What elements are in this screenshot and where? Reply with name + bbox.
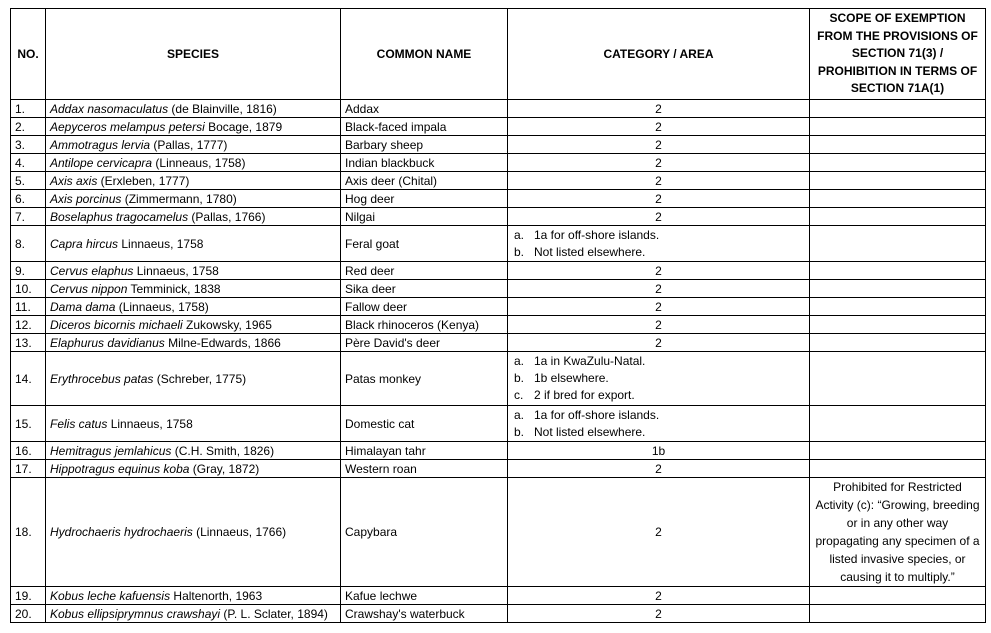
scope-of-exemption xyxy=(810,316,986,334)
category-item-marker: a. xyxy=(514,227,525,242)
species-cell xyxy=(46,226,341,262)
table-row xyxy=(11,190,986,208)
category-item xyxy=(514,244,805,261)
category-value: 2 xyxy=(508,605,810,623)
category-value: 2 xyxy=(508,190,810,208)
category-item-text: Not listed elsewhere. xyxy=(534,424,646,439)
row-number: 7. xyxy=(11,208,46,226)
row-number: 11. xyxy=(11,298,46,316)
species-authority: Linnaeus, 1758 xyxy=(118,236,204,251)
scope-of-exemption xyxy=(810,334,986,352)
species-authority: (Erxleben, 1777) xyxy=(97,173,190,188)
species-authority: (P. L. Sclater, 1894) xyxy=(220,606,328,621)
scientific-name: Hippotragus equinus koba xyxy=(50,461,190,476)
scope-of-exemption xyxy=(810,100,986,118)
category-value: 2 xyxy=(508,154,810,172)
common-name: Père David's deer xyxy=(341,334,508,352)
table-row xyxy=(11,118,986,136)
common-name: Axis deer (Chital) xyxy=(341,172,508,190)
category-list xyxy=(508,226,810,262)
header-scope-line: SCOPE OF EXEMPTION xyxy=(829,11,966,26)
category-value: 2 xyxy=(508,100,810,118)
category-item-text: 2 if bred for export. xyxy=(534,388,635,402)
common-name: Sika deer xyxy=(341,280,508,298)
scope-of-exemption xyxy=(810,154,986,172)
scientific-name: Cervus elaphus xyxy=(50,263,134,278)
scope-of-exemption xyxy=(810,460,986,478)
species-cell xyxy=(46,442,341,460)
species-cell xyxy=(46,190,341,208)
species-cell xyxy=(46,298,341,316)
header-species: SPECIES xyxy=(46,9,341,100)
category-value: 2 xyxy=(508,136,810,154)
header-scope-line: FROM THE PROVISIONS OF xyxy=(817,28,978,43)
common-name: Hog deer xyxy=(341,190,508,208)
scientific-name: Felis catus xyxy=(50,416,108,431)
scientific-name: Capra hircus xyxy=(50,236,119,251)
common-name: Himalayan tahr xyxy=(341,442,508,460)
common-name: Black-faced impala xyxy=(341,118,508,136)
species-cell xyxy=(46,208,341,226)
row-number: 12. xyxy=(11,316,46,334)
row-number: 18. xyxy=(11,478,46,587)
table-row xyxy=(11,587,986,605)
row-number: 8. xyxy=(11,226,46,262)
table-row xyxy=(11,136,986,154)
species-authority: (Gray, 1872) xyxy=(189,461,260,476)
category-value: 2 xyxy=(508,298,810,316)
category-value: 2 xyxy=(508,587,810,605)
category-item xyxy=(514,387,805,404)
scientific-name: Boselaphus tragocamelus xyxy=(50,209,189,224)
header-common-name: COMMON NAME xyxy=(341,9,508,100)
table-row xyxy=(11,406,986,442)
scope-of-exemption xyxy=(810,262,986,280)
scientific-name: Aepyceros melampus petersi xyxy=(50,119,205,134)
table-row xyxy=(11,262,986,280)
species-authority: (Schreber, 1775) xyxy=(153,371,247,386)
scientific-name: Erythrocebus patas xyxy=(50,371,154,386)
category-item xyxy=(514,370,805,387)
scientific-name: Axis porcinus xyxy=(50,191,122,206)
scientific-name: Hydrochaeris hydrochaeris xyxy=(50,525,193,539)
header-category: CATEGORY / AREA xyxy=(508,9,810,100)
species-authority: Milne-Edwards, 1866 xyxy=(164,335,281,350)
species-authority: Bocage, 1879 xyxy=(204,119,283,134)
scope-of-exemption xyxy=(810,208,986,226)
header-scope xyxy=(810,9,986,100)
category-item-text: 1b elsewhere. xyxy=(534,371,609,385)
species-cell xyxy=(46,136,341,154)
species-cell xyxy=(46,100,341,118)
category-list xyxy=(508,406,810,442)
table-row xyxy=(11,226,986,262)
scientific-name: Cervus nippon xyxy=(50,281,128,296)
species-authority: (Pallas, 1766) xyxy=(188,209,266,224)
common-name: Western roan xyxy=(341,460,508,478)
common-name: Nilgai xyxy=(341,208,508,226)
category-item-text: 1a for off-shore islands. xyxy=(534,407,660,422)
scope-of-exemption xyxy=(810,442,986,460)
category-value: 1b xyxy=(508,442,810,460)
table-row xyxy=(11,352,986,406)
row-number: 5. xyxy=(11,172,46,190)
common-name: Addax xyxy=(341,100,508,118)
row-number: 1. xyxy=(11,100,46,118)
category-item-marker: a. xyxy=(514,354,525,368)
category-value: 2 xyxy=(508,334,810,352)
common-name: Indian blackbuck xyxy=(341,154,508,172)
species-authority: Temminick, 1838 xyxy=(127,281,221,296)
scope-of-exemption xyxy=(810,587,986,605)
row-number: 9. xyxy=(11,262,46,280)
table-row xyxy=(11,208,986,226)
scope-of-exemption xyxy=(810,352,986,406)
category-value: 2 xyxy=(508,208,810,226)
table-row xyxy=(11,442,986,460)
category-item-marker: b. xyxy=(514,371,525,385)
row-number: 14. xyxy=(11,352,46,406)
row-number: 13. xyxy=(11,334,46,352)
species-authority: Zukowsky, 1965 xyxy=(182,317,272,332)
common-name: Feral goat xyxy=(341,226,508,262)
category-item-text: Not listed elsewhere. xyxy=(534,244,646,259)
scope-of-exemption xyxy=(810,280,986,298)
category-item-marker: c. xyxy=(514,388,524,402)
scientific-name: Antilope cervicapra xyxy=(50,155,153,170)
scientific-name: Hemitragus jemlahicus xyxy=(50,443,172,458)
table-row xyxy=(11,154,986,172)
scope-of-exemption xyxy=(810,136,986,154)
table-row xyxy=(11,316,986,334)
header-scope-line: PROHIBITION IN TERMS OF xyxy=(817,63,978,78)
scientific-name: Elaphurus davidianus xyxy=(50,335,165,350)
species-table xyxy=(10,8,986,623)
common-name: Crawshay's waterbuck xyxy=(341,605,508,623)
species-cell xyxy=(46,316,341,334)
category-value: 2 xyxy=(508,478,810,587)
category-value: 2 xyxy=(508,280,810,298)
category-item-marker: b. xyxy=(514,244,525,259)
row-number: 16. xyxy=(11,442,46,460)
category-value: 2 xyxy=(508,460,810,478)
species-authority: (Linnaeus, 1766) xyxy=(192,525,287,539)
scientific-name: Kobus ellipsiprymnus crawshayi xyxy=(50,606,221,621)
species-cell xyxy=(46,352,341,406)
category-item xyxy=(514,353,805,370)
scope-of-exemption xyxy=(810,118,986,136)
species-authority: (de Blainville, 1816) xyxy=(168,101,277,116)
species-authority: (Zimmermann, 1780) xyxy=(121,191,237,206)
row-number: 20. xyxy=(11,605,46,623)
species-cell xyxy=(46,262,341,280)
scope-of-exemption xyxy=(810,605,986,623)
scope-of-exemption xyxy=(810,172,986,190)
header-no: NO. xyxy=(11,9,46,100)
table-row xyxy=(11,172,986,190)
species-authority: Linnaeus, 1758 xyxy=(133,263,219,278)
species-cell xyxy=(46,406,341,442)
table-row xyxy=(11,605,986,623)
common-name: Barbary sheep xyxy=(341,136,508,154)
scope-of-exemption xyxy=(810,406,986,442)
common-name: Patas monkey xyxy=(341,352,508,406)
common-name: Fallow deer xyxy=(341,298,508,316)
category-item xyxy=(514,407,805,424)
species-cell xyxy=(46,280,341,298)
scientific-name: Axis axis xyxy=(50,173,98,188)
species-authority: (C.H. Smith, 1826) xyxy=(171,443,275,458)
scope-of-exemption xyxy=(810,226,986,262)
scientific-name: Diceros bicornis michaeli xyxy=(50,317,183,332)
category-value: 2 xyxy=(508,316,810,334)
row-number: 3. xyxy=(11,136,46,154)
row-number: 10. xyxy=(11,280,46,298)
category-item-text: 1a in KwaZulu-Natal. xyxy=(534,354,646,368)
category-item-text: 1a for off-shore islands. xyxy=(534,227,660,242)
species-authority: (Pallas, 1777) xyxy=(150,137,228,152)
header-scope-line: SECTION 71A(1) xyxy=(850,81,945,96)
category-value: 2 xyxy=(508,262,810,280)
common-name: Black rhinoceros (Kenya) xyxy=(341,316,508,334)
species-cell xyxy=(46,587,341,605)
common-name: Capybara xyxy=(341,478,508,587)
row-number: 4. xyxy=(11,154,46,172)
species-authority: Linnaeus, 1758 xyxy=(107,416,193,431)
scientific-name: Ammotragus lervia xyxy=(50,137,151,152)
row-number: 17. xyxy=(11,460,46,478)
category-list xyxy=(508,352,810,406)
scientific-name: Addax nasomaculatus xyxy=(50,101,169,116)
scope-of-exemption xyxy=(810,190,986,208)
row-number: 2. xyxy=(11,118,46,136)
species-cell xyxy=(46,460,341,478)
category-item-marker: a. xyxy=(514,407,525,422)
category-value: 2 xyxy=(508,118,810,136)
species-authority: (Linneaus, 1758) xyxy=(152,155,246,170)
category-value: 2 xyxy=(508,172,810,190)
table-row xyxy=(11,100,986,118)
category-item-marker: b. xyxy=(514,424,525,439)
common-name: Domestic cat xyxy=(341,406,508,442)
row-number: 15. xyxy=(11,406,46,442)
scientific-name: Kobus leche kafuensis xyxy=(50,588,171,603)
table-row xyxy=(11,298,986,316)
species-cell xyxy=(46,172,341,190)
species-cell xyxy=(46,118,341,136)
table-row xyxy=(11,280,986,298)
category-item xyxy=(514,227,805,244)
header-scope-line: SECTION 71(3) / xyxy=(851,46,944,61)
table-row xyxy=(11,334,986,352)
species-authority: Haltenorth, 1963 xyxy=(170,588,263,603)
scientific-name: Dama dama xyxy=(50,299,116,314)
common-name: Red deer xyxy=(341,262,508,280)
species-cell xyxy=(46,154,341,172)
species-cell xyxy=(46,605,341,623)
species-authority: (Linnaeus, 1758) xyxy=(115,299,209,314)
row-number: 19. xyxy=(11,587,46,605)
species-cell xyxy=(46,478,341,587)
scope-of-exemption xyxy=(810,298,986,316)
row-number: 6. xyxy=(11,190,46,208)
common-name: Kafue lechwe xyxy=(341,587,508,605)
species-cell xyxy=(46,334,341,352)
scope-of-exemption: Prohibited for Restricted Activity (c): “Growing, breeding or in any other way propagating any specimen of a listed invasive species, or causing it to multiply.” xyxy=(810,478,986,587)
table-header-row xyxy=(11,9,986,100)
category-item xyxy=(514,424,805,441)
table-row xyxy=(11,478,986,587)
table-row xyxy=(11,460,986,478)
